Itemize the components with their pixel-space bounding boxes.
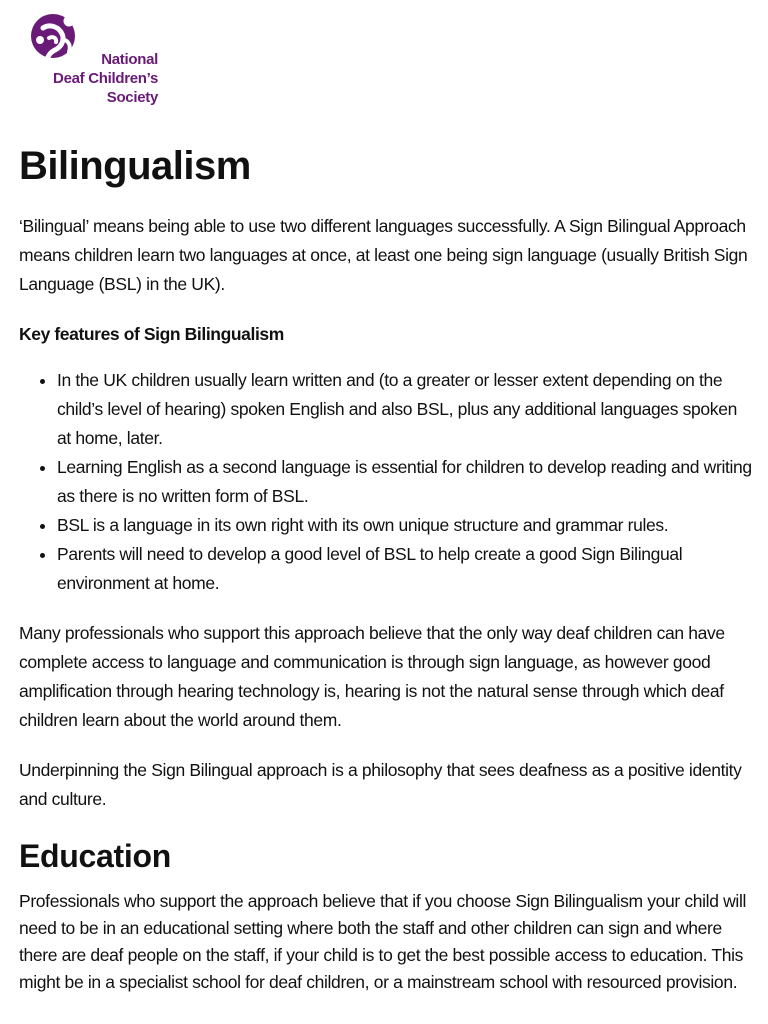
education-heading: Education [19,838,171,874]
philosophy-paragraph: Underpinning the Sign Bilingual approach is a philosophy that sees deafness as a positive identity and culture. [19,760,742,809]
feature-item: • In the UK children usually learn written and (to a greater or lesser extent depending on the child’s level of hearing) spoken English and also BSL, plus any additional languages spoken at home, later. [57,366,754,453]
professionals-paragraph: Many professionals who support this approach believe that the only way deaf children can have complete access to language and communication is through sign language, as however good amplification through hearing technology is, hearing is not the natural sense through which deaf children learn about the world around them. [19,623,725,730]
feature-item: • Learning English as a second language is essential for children to develop reading and writing as there is no written form of BSL. [57,453,754,511]
logo-line-society: Society [106,89,158,106]
features-list [19,366,754,598]
features-heading: Key features of Sign Bilingualism [19,324,284,344]
article-content [19,138,754,1017]
education-paragraph: Professionals who support the approach believe that if you choose Sign Bilingualism your child will need to be in an educational setting where both the staff and other children can sign and where there are deaf people on the staff, if your child is to get the best possible access to education. This might be in a specialist school for deaf children, or a mainstream school with resourced provision. [19,891,747,992]
feature-item: • BSL is a language in its own right with its own unique structure and grammar rules. [57,511,754,540]
logo-line-deaf-childrens: Deaf Children’s [53,70,158,87]
ndcs-logo-text [33,50,158,107]
page-title: Bilingualism [19,144,251,188]
feature-item: • Parents will need to develop a good level of BSL to help create a good Sign Bilingual environment at home. [57,540,754,598]
intro-paragraph: ‘Bilingual’ means being able to use two different languages successfully. A Sign Bilingual Approach means children learn two languages at once, at least one being sign language (usually British Sign Language (BSL) in the UK). [19,216,748,294]
logo-line-national: National [101,51,158,68]
ndcs-logo[interactable] [25,12,158,112]
